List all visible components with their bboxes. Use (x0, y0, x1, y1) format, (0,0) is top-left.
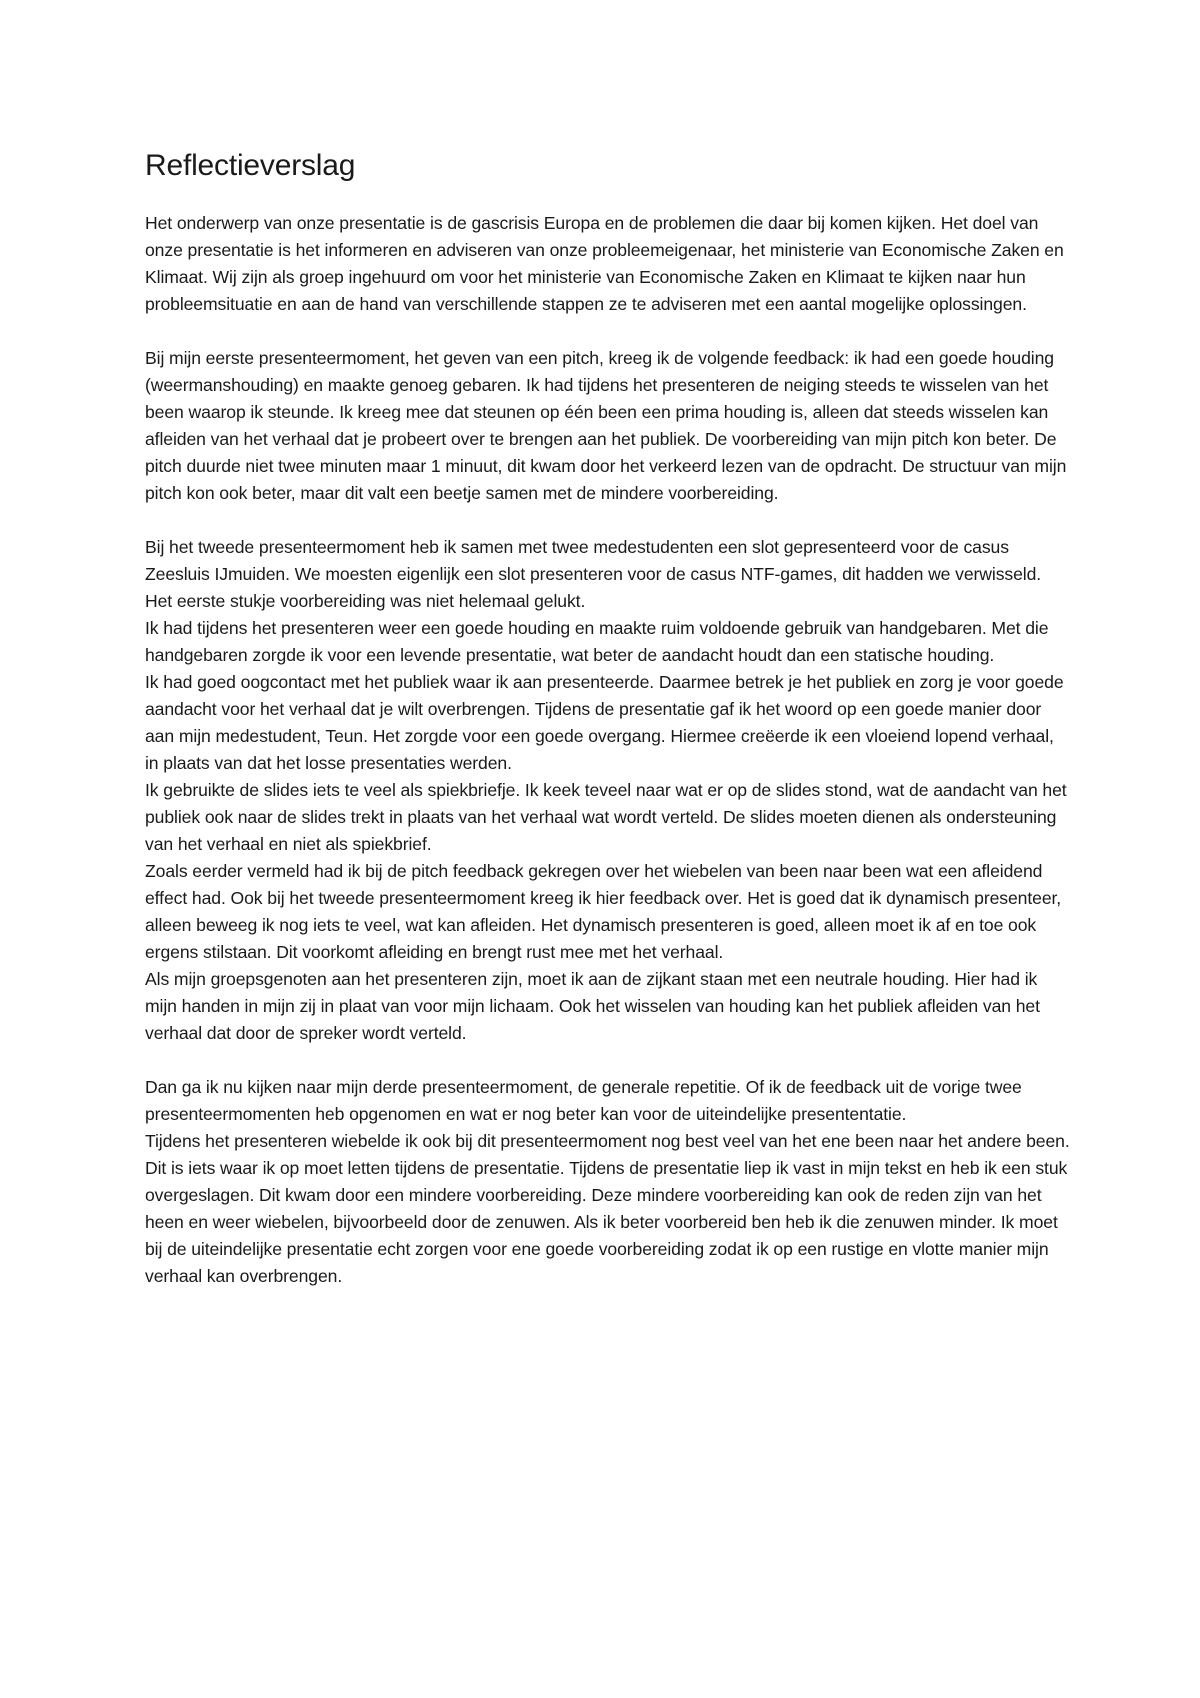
paragraph: Ik gebruikte de slides iets te veel als spiekbriefje. Ik keek teveel naar wat er op de slides stond, wat de aandacht van het publiek ook naar de slides trekt in plaats van het verhaal wat wordt verteld. De slides moeten dienen als ondersteuning van het verhaal en niet als spiekbrief. (145, 780, 1067, 854)
paragraph: Ik had goed oogcontact met het publiek waar ik aan presenteerde. Daarmee betrek je het publiek en zorg je voor goede aandacht voor het verhaal dat je wilt overbrengen. Tijdens de presentatie gaf ik het woord op een goede manier door aan mijn medestudent, Teun. Het zorgde voor een goede overgang. Hiermee creëerde ik een vloeiend lopend verhaal, in plaats van dat het losse presentaties werden. (145, 672, 1064, 773)
document-body (145, 210, 1070, 1290)
document-title: Reflectieverslag (145, 149, 356, 182)
paragraph-block-first-moment (145, 345, 1070, 507)
document-page (145, 146, 1070, 1317)
paragraph-block-second-moment (145, 534, 1070, 1047)
paragraph: Als mijn groepsgenoten aan het presenteren zijn, moet ik aan de zijkant staan met een neutrale houding. Hier had ik mijn handen in mijn zij in plaat van voor mijn lichaam. Ook het wisselen van houding kan het publiek afleiden van het verhaal dat door de spreker wordt verteld. (145, 969, 1040, 1043)
paragraph: Ik had tijdens het presenteren weer een goede houding en maakte ruim voldoende gebruik van handgebaren. Met die handgebaren zorgde ik voor een levende presentatie, wat beter de aandacht houdt dan een statische houding. (145, 618, 1049, 665)
paragraph: Dan ga ik nu kijken naar mijn derde presenteermoment, de generale repetitie. Of ik de feedback uit de vorige twee presenteermomenten heb opgenomen en wat er nog beter kan voor de uiteindelijke presententatie. (145, 1077, 1022, 1124)
paragraph-block-third-moment (145, 1074, 1070, 1290)
paragraph: Het onderwerp van onze presentatie is de gascrisis Europa en de problemen die daar bij komen kijken. Het doel van onze presentatie is het informeren en adviseren van onze probleemeigenaar, het ministerie van Economische Zaken en Klimaat. Wij zijn als groep ingehuurd om voor het ministerie van Economische Zaken en Klimaat te kijken naar hun probleemsituatie en aan de hand van verschillende stappen ze te adviseren met een aantal mogelijke oplossingen. (145, 213, 1064, 314)
paragraph: Bij het tweede presenteermoment heb ik samen met twee medestudenten een slot gepresenteerd voor de casus Zeesluis IJmuiden. We moesten eigenlijk een slot presenteren voor de casus NTF-games, dit hadden we verwisseld. Het eerste stukje voorbereiding was niet helemaal gelukt. (145, 537, 1042, 611)
paragraph: Zoals eerder vermeld had ik bij de pitch feedback gekregen over het wiebelen van been naar been wat een afleidend effect had. Ook bij het tweede presenteermoment kreeg ik hier feedback over. Het is goed dat ik dynamisch presenteer, alleen beweeg ik nog iets te veel, wat kan afleiden. Het dynamisch presenteren is goed, alleen moet ik af en toe ook ergens stilstaan. Dit voorkomt afleiding en brengt rust mee met het verhaal. (145, 861, 1062, 962)
paragraph: Bij mijn eerste presenteermoment, het geven van een pitch, kreeg ik de volgende feedback: ik had een goede houding (weermanshouding) en maakte genoeg gebaren. Ik had tijdens het presenteren de neiging steeds te wisselen van het been waarop ik steunde. Ik kreeg mee dat steunen op één been een prima houding is, alleen dat steeds wisselen kan afleiden van het verhaal dat je probeert over te brengen aan het publiek. De voorbereiding van mijn pitch kon beter. De pitch duurde niet twee minuten maar 1 minuut, dit kwam door het verkeerd lezen van de opdracht. De structuur van mijn pitch kon ook beter, maar dit valt een beetje samen met de mindere voorbereiding. (145, 348, 1067, 503)
paragraph-block-intro (145, 210, 1070, 318)
paragraph: Tijdens het presenteren wiebelde ik ook bij dit presenteermoment nog best veel van het ene been naar het andere been. Dit is iets waar ik op moet letten tijdens de presentatie. Tijdens de presentatie liep ik vast in mijn tekst en heb ik een stuk overgeslagen. Dit kwam door een mindere voorbereiding. Deze mindere voorbereiding kan ook de reden zijn van het heen en weer wiebelen, bijvoorbeeld door de zenuwen. Als ik beter voorbereid ben heb ik die zenuwen minder. Ik moet bij de uiteindelijke presentatie echt zorgen voor ene goede voorbereiding zodat ik op een rustige en vlotte manier mijn verhaal kan overbrengen. (145, 1131, 1070, 1286)
